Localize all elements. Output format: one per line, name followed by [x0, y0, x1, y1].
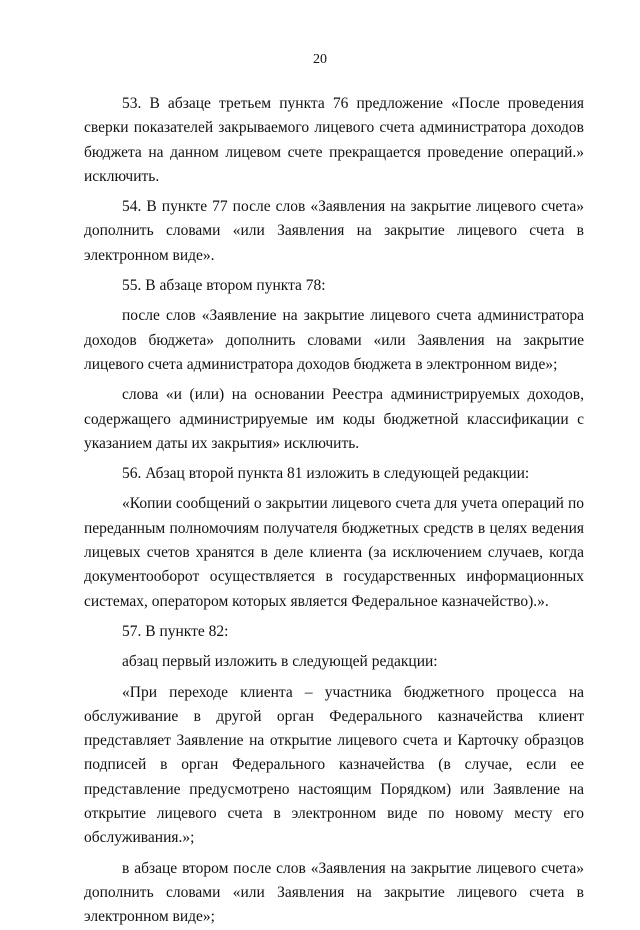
paragraph-item-53: 53. В абзаце третьем пункта 76 предложение «После проведения сверки показателей закрываемого лицевого счета администратора доходов бюджета на данном лицевом счете прекращается проведение операций.» исключить. — [84, 95, 584, 185]
document-body — [84, 92, 584, 930]
paragraph-item-55-1: после слов «Заявление на закрытие лицевого счета администратора доходов бюджета» дополнить словами «или Заявления на закрытие лицевого счета администратора доходов бюджета в электронном виде»; — [84, 307, 584, 373]
paragraph-item-55: 55. В абзаце втором пункта 78: — [122, 277, 326, 295]
page-number: 20 — [313, 52, 327, 67]
paragraph-item-56-1: «Копии сообщений о закрытии лицевого счета для учета операций по переданным полномочиям получателя бюджетных средств в целях ведения лицевых счетов хранятся в деле клиента (за исключением случаев, когда документооборот осуществляется в государственных информационных системах, оператором которых является Федеральное казначейство).». — [84, 495, 584, 610]
paragraph-item-57-1: абзац первый изложить в следующей редакции: — [122, 653, 438, 671]
paragraph-item-54: 54. В пункте 77 после слов «Заявления на закрытие лицевого счета» дополнить словами «или Заявления на закрытие лицевого счета в электронном виде». — [84, 198, 584, 264]
paragraph-item-57: 57. В пункте 82: — [122, 622, 229, 640]
paragraph-item-57-3: в абзаце втором после слов «Заявления на закрытие лицевого счета» дополнить словами «или Заявления на закрытие лицевого счета в электронном виде»; — [84, 859, 584, 926]
paragraph-item-55-2: слова «и (или) на основании Реестра администрируемых доходов, содержащего администрируемые им коды бюджетной классификации с указанием даты их закрытия» исключить. — [84, 386, 584, 452]
paragraph-item-56: 56. Абзац второй пункта 81 изложить в следующей редакции: — [122, 465, 530, 483]
paragraph-item-57-2: «При переходе клиента – участника бюджетного процесса на обслуживание в другой орган Федерального казначейства клиент представляет Заявление на открытие лицевого счета и Карточку образцов подписей в орган Федерального казначейства (в случае, если ее представление предусмотрено настоящим Порядком) или Заявление на открытие лицевого счета в электронном виде по новому месту его обслуживания.»; — [84, 683, 584, 847]
